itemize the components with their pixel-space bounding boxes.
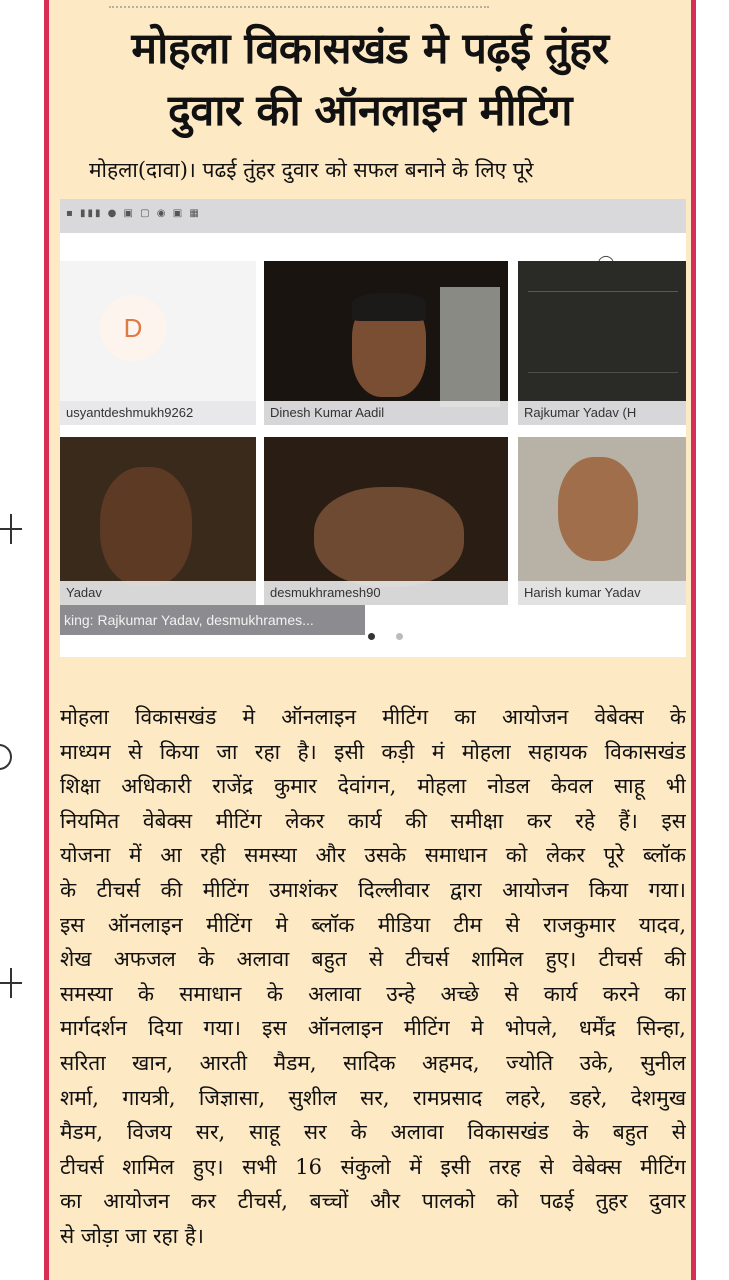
body-line: मार्गदर्शन दिया गया। इस ऑनलाइन मीटिंग मे भोपले, धर्मेंद्र सिन्हा,: [60, 1016, 686, 1041]
tile-label: usyantdeshmukh9262: [60, 401, 256, 425]
body-line: योजना में आ रही समस्या और उसके समाधान को लेकर पूरे ब्लॉक: [60, 843, 686, 868]
crop-mark-top-vertical: [10, 514, 12, 544]
crop-mark-bottom-vertical: [10, 968, 12, 998]
background-window: [440, 287, 500, 407]
video-tile-rajkumar: [518, 261, 686, 425]
status-bar: [60, 199, 686, 233]
body-line: से जोड़ा जा रहा है।: [60, 1223, 204, 1248]
tile-label: Dinesh Kumar Aadil: [264, 401, 508, 425]
body-line: सरिता खान, आरती मैडम, सादिक अहमद, ज्योति उके, सुनील: [60, 1050, 686, 1075]
tile-label: Harish kumar Yadav: [518, 581, 686, 605]
video-tile-yadav: [60, 437, 256, 605]
page-dot: [396, 633, 403, 640]
avatar: D: [100, 295, 166, 361]
page-dot-active: [368, 633, 375, 640]
body-line: शेख अफजल के अलावा बहुत से टीचर्स शामिल हुए। टीचर्स की: [60, 947, 686, 972]
body-line: समस्या के समाधान के अलावा उन्हे अच्छे से कार्य करने का: [60, 981, 686, 1006]
video-tile-harish: [518, 437, 686, 605]
webex-meeting-photo: [60, 199, 686, 657]
person-face: [558, 457, 638, 561]
body-line: के टीचर्स की मीटिंग उमाशंकर दिल्लीवार द्वारा आयोजन किया गया।: [60, 877, 686, 902]
headline-line-1: मोहला विकासखंड मे पढ़ई तुंहर: [131, 24, 609, 74]
person-face: [100, 467, 192, 587]
video-tile-d: [60, 261, 256, 425]
news-clipping: [44, 0, 696, 1280]
body-line: मैडम, विजय सर, साहू सर के अलावा विकासखंड के बहुत से: [60, 1120, 686, 1145]
person-hair: [352, 293, 426, 321]
body-line: नियमित वेबेक्स मीटिंग लेकर कार्य की समीक्षा कर रहे हैं। इस: [60, 808, 686, 833]
registration-circle: [0, 744, 12, 770]
video-tile-desmukh: [264, 437, 508, 605]
body-line: इस ऑनलाइन मीटिंग मे ब्लॉक मीडिया टीम से राजकुमार यादव,: [60, 912, 686, 937]
video-tile-dinesh: [264, 261, 508, 425]
body-line: शिक्षा अधिकारी राजेंद्र कुमार देवांगन, मोहला नोडल केवल साहू भी: [60, 774, 686, 799]
tile-label: Rajkumar Yadav (H: [518, 401, 686, 425]
tile-label: Yadav: [60, 581, 256, 605]
tile-label: desmukhramesh90: [264, 581, 508, 605]
active-speaker-bar: king: Rajkumar Yadav, desmukhrames...: [60, 605, 365, 635]
headline-line-2: दुवार की ऑनलाइन मीटिंग: [167, 86, 573, 136]
lead-paragraph: मोहला(दावा)। पढई तुंहर दुवार को सफल बनाने के लिए पूरे: [89, 158, 534, 182]
body-line: माध्यम से किया जा रहा है। इसी कड़ी मं मोहला सहायक विकासखंड: [60, 739, 686, 764]
body-line: शर्मा, गायत्री, जिज्ञासा, सुशील सर, रामप्रसाद लहरे, डहरे, देशमुख: [60, 1085, 686, 1110]
cut-line: [109, 0, 489, 8]
status-icons: ▪ ▮▮▮ ● ▣ ▢ ◉ ▣ ▦: [66, 208, 201, 219]
body-line: मोहला विकासखंड मे ऑनलाइन मीटिंग का आयोजन वेबेक्स के: [60, 705, 686, 729]
person-face: [314, 487, 464, 587]
blackboard-writing: [528, 291, 678, 373]
body-line: का आयोजन कर टीचर्स, बच्चों और पालको को पढई तुहर दुवार: [60, 1189, 686, 1214]
body-line: टीचर्स शामिल हुए। सभी 16 संकुलो में इसी तरह से वेबेक्स मीटिंग: [60, 1154, 686, 1179]
article-body: [60, 700, 686, 1254]
